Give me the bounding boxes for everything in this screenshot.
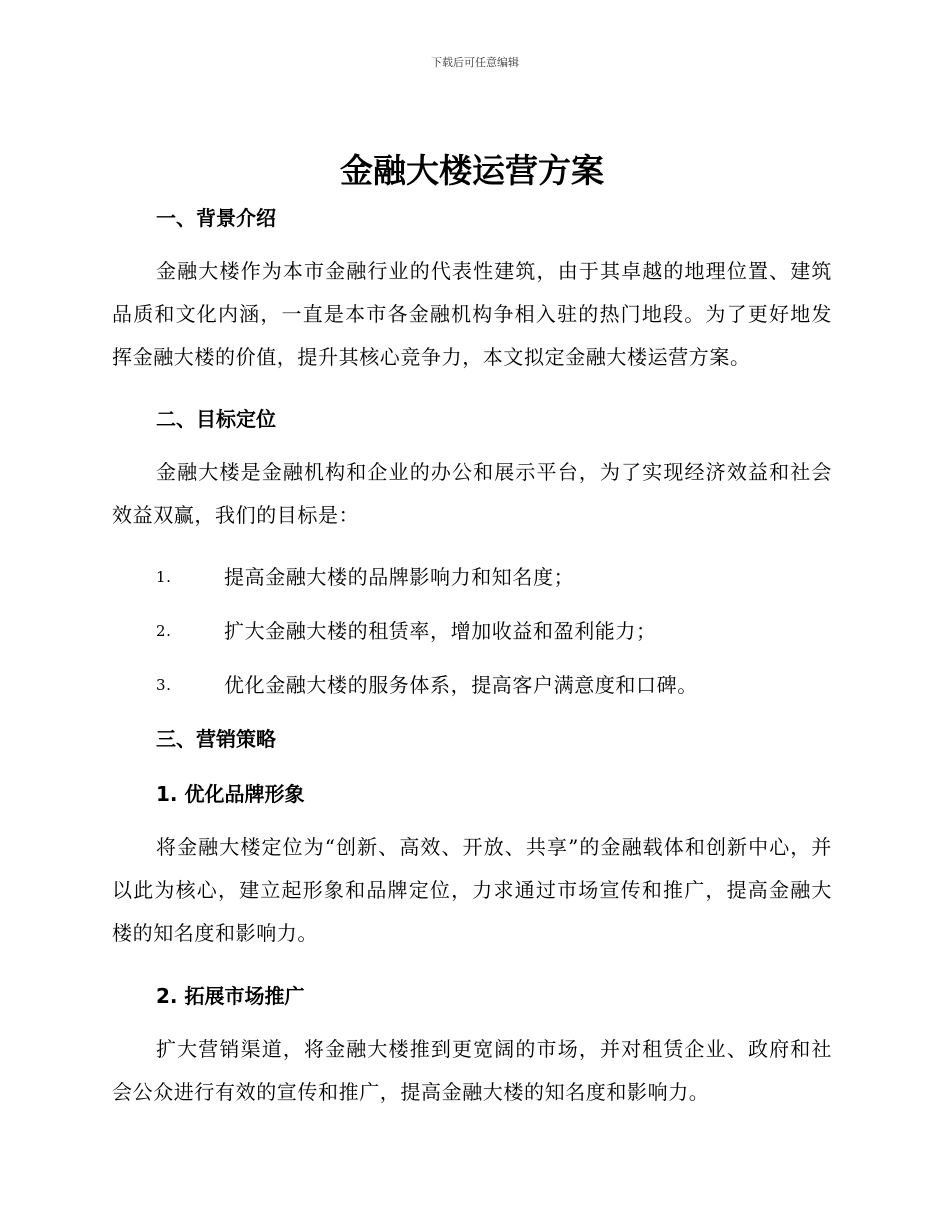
section-paragraph-background: 金融大楼作为本市金融行业的代表性建筑，由于其卓越的地理位置、建筑品质和文化内涵，一直是本市各金融机构争相入驻的热门地段。为了更好地发挥金融大楼的价值，提升其核心竞争力，本文拟定金融大楼运营方案。	[112, 259, 832, 369]
section-heading-background: 一、背景介绍	[156, 206, 276, 230]
list-item-text: 优化金融大楼的服务体系，提高客户满意度和口碑。	[224, 673, 698, 697]
list-item-number: 2.	[156, 622, 172, 640]
section-paragraph-goals: 金融大楼是金融机构和企业的办公和展示平台，为了实现经济效益和社会效益双赢，我们的目标是：	[112, 460, 832, 527]
subsection-paragraph-brand: 将金融大楼定位为“创新、高效、开放、共享”的金融载体和创新中心，并以此为核心，建立起形象和品牌定位，力求通过市场宣传和推广，提高金融大楼的知名度和影响力。	[112, 835, 832, 945]
section-heading-marketing: 三、营销策略	[156, 727, 276, 751]
list-item-text: 提高金融大楼的品牌影响力和知名度；	[224, 565, 575, 589]
section-heading-goals: 二、目标定位	[156, 407, 276, 431]
list-item-number: 1.	[156, 568, 172, 586]
list-item	[156, 563, 832, 591]
document-body	[112, 146, 832, 1114]
header-note: 下载后可任意编辑	[431, 56, 519, 69]
subsection-heading-brand: 1. 优化品牌形象	[156, 782, 305, 806]
document-title: 金融大楼运营方案	[340, 151, 604, 190]
subsection-heading-market: 2. 拓展市场推广	[156, 984, 305, 1008]
list-item	[156, 671, 832, 699]
list-item	[156, 617, 832, 645]
list-item-text: 扩大金融大楼的租赁率，增加收益和盈利能力；	[224, 619, 657, 643]
subsection-paragraph-market: 扩大营销渠道，将金融大楼推到更宽阔的市场，并对租赁企业、政府和社会公众进行有效的宣传和推广，提高金融大楼的知名度和影响力。	[112, 1037, 832, 1104]
list-item-number: 3.	[156, 676, 172, 694]
